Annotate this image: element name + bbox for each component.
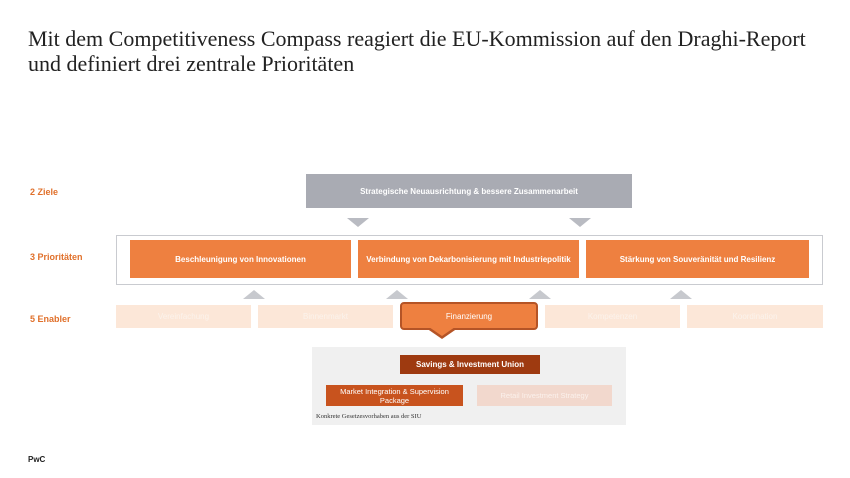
priority-sovereignty: Stärkung von Souveränität und Resilienz bbox=[586, 240, 809, 278]
slide-title: Mit dem Competitiveness Compass reagiert die EU-Kommission auf den Draghi-Report und definiert drei zentrale Prioritäten bbox=[28, 26, 806, 76]
goal-box: Strategische Neuausrichtung & bessere Zusammenarbeit bbox=[306, 174, 632, 208]
up-arrow-4 bbox=[670, 290, 692, 299]
down-arrow-left bbox=[347, 218, 369, 227]
priority-decarbonisation: Verbindung von Dekarbonisierung mit Industriepolitik bbox=[358, 240, 579, 278]
enabler-kompetenzen: Kompetenzen bbox=[545, 305, 680, 328]
siu-note: Konkrete Gesetzesvorhaben aus der SIU bbox=[316, 413, 422, 420]
row-label-goals: 2 Ziele bbox=[30, 187, 59, 197]
siu-header: Savings & Investment Union bbox=[400, 355, 540, 374]
enabler-vereinfachung: Vereinfachung bbox=[116, 305, 251, 328]
callout-pointer-fill bbox=[429, 327, 455, 336]
pwc-logo: PwC bbox=[28, 455, 46, 464]
up-arrow-3 bbox=[529, 290, 551, 299]
up-arrow-1 bbox=[243, 290, 265, 299]
enabler-koordination: Koordination bbox=[687, 305, 823, 328]
up-arrow-2 bbox=[386, 290, 408, 299]
row-label-enablers: 5 Enabler bbox=[30, 314, 71, 324]
row-label-priorities: 3 Prioritäten bbox=[30, 252, 83, 262]
down-arrow-right bbox=[569, 218, 591, 227]
enabler-finanzierung-active: Finanzierung bbox=[400, 302, 538, 330]
retail-investment-box: Retail Investment Strategy bbox=[477, 385, 612, 406]
enabler-binnenmarkt: Binnenmarkt bbox=[258, 305, 393, 328]
market-integration-box: Market Integration & Supervision Package bbox=[326, 385, 463, 406]
priority-innovation: Beschleunigung von Innovationen bbox=[130, 240, 351, 278]
